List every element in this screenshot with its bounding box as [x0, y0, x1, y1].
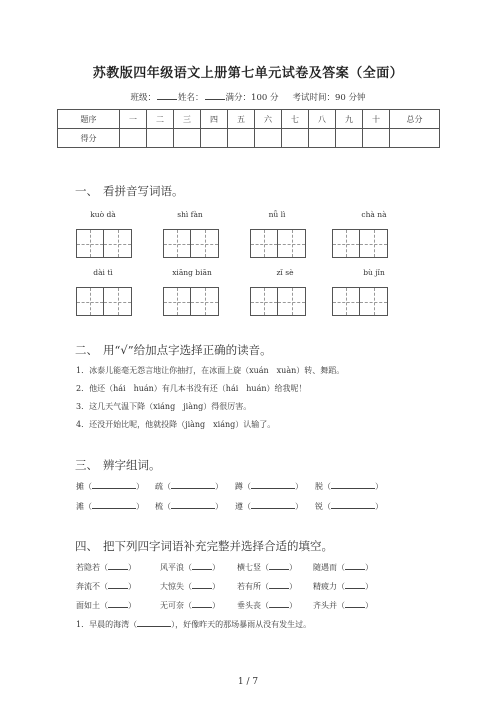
- pinyin-label: kuò dà: [90, 210, 116, 219]
- name-label: 姓名：: [178, 93, 204, 103]
- score-row-label: 得分: [58, 129, 120, 148]
- score-cell[interactable]: [363, 129, 390, 148]
- section3-heading: [75, 457, 161, 473]
- idiom-item: 大惊失（ ）: [160, 582, 220, 591]
- section4-number: 四、: [75, 539, 98, 553]
- question-item: 2．他还（hái huán）有几本书没有还（hái huán）给我呢！: [76, 384, 307, 393]
- full-score: 满分：100 分: [225, 93, 279, 103]
- answer-blank[interactable]: [192, 580, 212, 589]
- header-cell: 二: [147, 110, 174, 129]
- score-cell[interactable]: [336, 129, 363, 148]
- idiom-item: 若隐若（ ）: [76, 563, 136, 572]
- idiom-item: 随遇而（ ）: [313, 563, 373, 572]
- section4-heading: [75, 538, 333, 554]
- pinyin-label: dài tì: [93, 268, 113, 277]
- writing-grid[interactable]: [250, 287, 306, 316]
- section1-number: 一、: [75, 184, 98, 198]
- writing-grid[interactable]: [332, 229, 388, 258]
- idiom-item: 若有所（ ）: [237, 582, 297, 591]
- writing-grid[interactable]: [332, 287, 388, 316]
- score-cell[interactable]: [309, 129, 336, 148]
- score-cell[interactable]: [201, 129, 228, 148]
- pinyin-label: bù jǐn: [363, 268, 385, 277]
- name-blank[interactable]: [205, 90, 225, 100]
- answer-blank[interactable]: [137, 618, 171, 627]
- header-cell: 八: [309, 110, 336, 129]
- writing-grid[interactable]: [76, 229, 132, 258]
- answer-blank[interactable]: [331, 480, 375, 489]
- section4-title: 把下列四字词语补充完整并选择合适的填空。: [103, 539, 333, 553]
- score-cell[interactable]: [120, 129, 147, 148]
- header-cell: 四: [201, 110, 228, 129]
- answer-blank[interactable]: [171, 500, 215, 509]
- answer-blank[interactable]: [345, 599, 365, 608]
- score-cell[interactable]: [255, 129, 282, 148]
- answer-blank[interactable]: [108, 599, 128, 608]
- char-item: 滩（ ）: [76, 502, 144, 511]
- exam-info: [0, 90, 496, 103]
- writing-grid[interactable]: [163, 229, 219, 258]
- page-number: 1 / 7: [237, 677, 259, 687]
- idiom-item: 面如土（ ）: [76, 601, 136, 610]
- idiom-item: 奔流不（ ）: [76, 582, 136, 591]
- writing-grid[interactable]: [250, 229, 306, 258]
- idiom-item: 风平浪（ ）: [160, 563, 220, 572]
- answer-blank[interactable]: [108, 580, 128, 589]
- score-row: [58, 129, 440, 148]
- pinyin-label: xiāng biān: [172, 268, 212, 277]
- idiom-item: 垂头丧（ ）: [237, 601, 297, 610]
- section2-number: 二、: [75, 343, 98, 357]
- header-cell: 一: [120, 110, 147, 129]
- answer-blank[interactable]: [92, 480, 136, 489]
- pinyin-label: nǚ lì: [268, 210, 286, 219]
- class-label: 班级：: [130, 93, 157, 103]
- score-header-row: [58, 110, 440, 129]
- char-item: 梳（ ）: [155, 502, 223, 511]
- header-cell: 总分: [390, 110, 440, 129]
- pinyin-label: shì fàn: [177, 210, 203, 219]
- answer-blank[interactable]: [345, 561, 365, 570]
- answer-blank[interactable]: [171, 480, 215, 489]
- question-item: 1．冰泰儿能毫无怨言地让你抽打，在冰面上旋（xuán xuàn）转、舞蹈。: [76, 366, 345, 375]
- pinyin-label: zǐ sè: [276, 268, 294, 277]
- page-title: 苏教版四年级语文上册第七单元试卷及答案（全面）: [92, 66, 404, 81]
- answer-blank[interactable]: [92, 500, 136, 509]
- section3-number: 三、: [75, 458, 98, 472]
- answer-blank[interactable]: [269, 599, 289, 608]
- idiom-item: 精疲力（ ）: [313, 582, 373, 591]
- answer-blank[interactable]: [251, 500, 295, 509]
- question-item: 4．还没开始比呢，他就投降（jiàng xiáng）认输了。: [76, 420, 276, 429]
- char-item: 蹲（ ）: [235, 482, 303, 491]
- score-cell[interactable]: [390, 129, 440, 148]
- score-cell[interactable]: [174, 129, 201, 148]
- score-table: [57, 109, 440, 148]
- section2-heading: [75, 342, 272, 358]
- section2-title: 用“√”给加点字选择正确的读音。: [103, 343, 272, 357]
- idiom-item: 无可奈（ ）: [160, 601, 220, 610]
- exam-time: 考试时间：90 分钟: [292, 93, 366, 103]
- answer-blank[interactable]: [251, 480, 295, 489]
- char-item: 遵（ ）: [235, 502, 303, 511]
- writing-grid[interactable]: [76, 287, 132, 316]
- section1-heading: [75, 183, 184, 199]
- answer-blank[interactable]: [345, 580, 365, 589]
- question-item: 3．这几天气温下降（xiáng jiàng）得很厉害。: [76, 402, 252, 411]
- score-cell[interactable]: [228, 129, 255, 148]
- answer-blank[interactable]: [192, 599, 212, 608]
- header-cell: 五: [228, 110, 255, 129]
- answer-blank[interactable]: [192, 561, 212, 570]
- answer-blank[interactable]: [108, 561, 128, 570]
- char-item: 锐（ ）: [315, 502, 383, 511]
- header-cell: 三: [174, 110, 201, 129]
- header-cell: 九: [336, 110, 363, 129]
- class-blank[interactable]: [157, 90, 177, 100]
- header-cell: 十: [363, 110, 390, 129]
- writing-grid[interactable]: [163, 287, 219, 316]
- pinyin-label: chà nà: [361, 210, 387, 219]
- char-item: 脱（ ）: [315, 482, 383, 491]
- answer-blank[interactable]: [269, 580, 289, 589]
- header-cell: 六: [255, 110, 282, 129]
- answer-blank[interactable]: [331, 500, 375, 509]
- section3-title: 辨字组词。: [103, 458, 161, 472]
- header-cell: 题序: [58, 110, 120, 129]
- score-cell[interactable]: [282, 129, 309, 148]
- answer-blank[interactable]: [269, 561, 289, 570]
- fill-sentence-1: 1．早晨的海湾（ ），好像昨天的那场暴雨从没有发生过。: [76, 620, 312, 629]
- score-cell[interactable]: [147, 129, 174, 148]
- idiom-item: 横七竖（ ）: [237, 563, 297, 572]
- char-item: 摊（ ）: [76, 482, 144, 491]
- idiom-item: 齐头并（ ）: [313, 601, 373, 610]
- char-item: 疏（ ）: [155, 482, 223, 491]
- section1-title: 看拼音写词语。: [103, 184, 184, 198]
- header-cell: 七: [282, 110, 309, 129]
